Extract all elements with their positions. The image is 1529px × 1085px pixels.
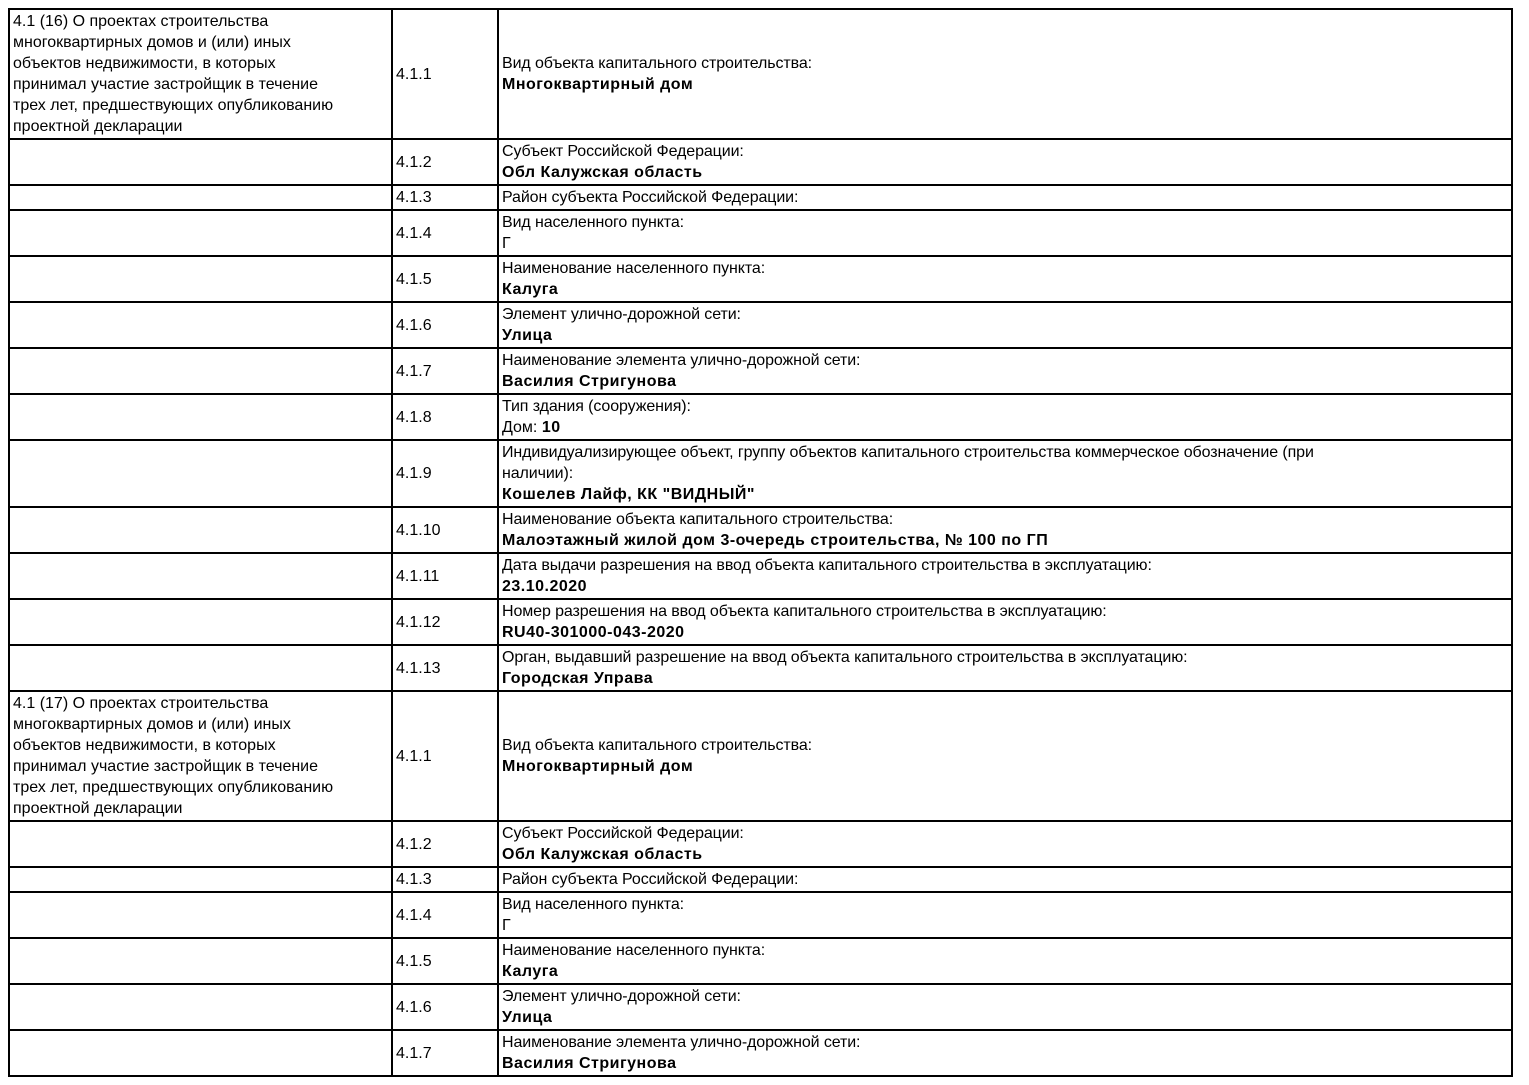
field-label: Наименование населенного пункта:: [502, 260, 766, 277]
item-number: 4.1.11: [392, 553, 498, 599]
field-value: Малоэтажный жилой дом 3-очередь строительства, № 100 по ГП: [502, 532, 1049, 549]
field-value-plain: Г: [502, 917, 511, 934]
field-label: Тип здания (сооружения):: [502, 398, 691, 415]
item-number: 4.1.7: [392, 348, 498, 394]
field-value-line: [502, 622, 1508, 643]
table-row: [9, 302, 1512, 348]
row-description-cell: [9, 867, 392, 892]
table-row: [9, 867, 1512, 892]
section-description: 4.1 (17) О проектах строительства многоквартирных домов и (или) иных объектов недвижимости, в которых принимал участие застройщик в течение трех лет, предшествующих опубликованию проектной декларации: [13, 695, 334, 817]
row-description-cell: [9, 599, 392, 645]
field-value: Калуга: [502, 963, 559, 980]
table-row: [9, 139, 1512, 185]
field-label: Наименование элемента улично-дорожной сети:: [502, 352, 861, 369]
row-content-cell: [498, 507, 1512, 553]
table-row: [9, 553, 1512, 599]
item-number: 4.1.5: [392, 256, 498, 302]
field-value-line: [502, 576, 1508, 597]
field-label: Элемент улично-дорожной сети:: [502, 306, 741, 323]
field-value-line: [502, 530, 1508, 551]
row-content-cell: [498, 139, 1512, 185]
table-row: [9, 821, 1512, 867]
field-label: Вид населенного пункта:: [502, 214, 684, 231]
field-value-line: [502, 74, 1508, 95]
field-label: Индивидуализирующее объект, группу объектов капитального строительства коммерческое обозначение (при наличии):: [502, 444, 1314, 482]
item-number: 4.1.9: [392, 440, 498, 507]
row-content-cell: [498, 984, 1512, 1030]
field-value: Многоквартирный дом: [502, 758, 694, 775]
table-row: [9, 348, 1512, 394]
row-description-cell: [9, 394, 392, 440]
row-content-cell: [498, 348, 1512, 394]
field-label: Район субъекта Российской Федерации:: [502, 189, 799, 206]
row-description-cell: [9, 302, 392, 348]
item-number: 4.1.4: [392, 892, 498, 938]
field-value: Василия Стригунова: [502, 373, 677, 390]
field-value: RU40-301000-043-2020: [502, 624, 685, 641]
field-label: Наименование элемента улично-дорожной сети:: [502, 1034, 861, 1051]
row-description-cell: [9, 892, 392, 938]
row-description-cell: [9, 440, 392, 507]
row-content-cell: [498, 821, 1512, 867]
field-value-line: [502, 233, 1508, 254]
item-number: 4.1.2: [392, 821, 498, 867]
item-number: 4.1.3: [392, 867, 498, 892]
field-label: Вид объекта капитального строительства:: [502, 55, 812, 72]
table-row: [9, 645, 1512, 691]
row-content-cell: [498, 302, 1512, 348]
row-description-cell: [9, 938, 392, 984]
field-value-line: [502, 484, 1508, 505]
table-row: [9, 938, 1512, 984]
field-value-line: [502, 371, 1508, 392]
row-description-cell: [9, 185, 392, 210]
item-number: 4.1.8: [392, 394, 498, 440]
row-content-cell: [498, 938, 1512, 984]
field-value-line: [502, 961, 1508, 982]
field-value-line: [502, 1053, 1508, 1074]
row-description-cell: [9, 210, 392, 256]
table-row: [9, 892, 1512, 938]
field-value-line: [502, 915, 1508, 936]
item-number: 4.1.12: [392, 599, 498, 645]
item-number: 4.1.10: [392, 507, 498, 553]
field-value-line: [502, 279, 1508, 300]
row-description-cell: [9, 256, 392, 302]
field-value-line: [502, 325, 1508, 346]
field-label: Вид населенного пункта:: [502, 896, 684, 913]
field-value-plain: Дом:: [502, 419, 542, 436]
row-description-cell: [9, 9, 392, 139]
field-label: Субъект Российской Федерации:: [502, 825, 744, 842]
item-number: 4.1.5: [392, 938, 498, 984]
table-row: [9, 691, 1512, 821]
field-label: Субъект Российской Федерации:: [502, 143, 744, 160]
row-description-cell: [9, 691, 392, 821]
field-value: Улица: [502, 327, 553, 344]
field-value-line: [502, 417, 1508, 438]
row-content-cell: [498, 9, 1512, 139]
field-value-line: [502, 756, 1508, 777]
field-value: Многоквартирный дом: [502, 76, 694, 93]
field-value: Обл Калужская область: [502, 164, 703, 181]
row-content-cell: [498, 892, 1512, 938]
field-label: Район субъекта Российской Федерации:: [502, 871, 799, 888]
item-number: 4.1.4: [392, 210, 498, 256]
field-label: Орган, выдавший разрешение на ввод объекта капитального строительства в эксплуатацию:: [502, 649, 1188, 666]
table-row: [9, 440, 1512, 507]
field-label: Дата выдачи разрешения на ввод объекта капитального строительства в эксплуатацию:: [502, 557, 1152, 574]
table-row: [9, 256, 1512, 302]
field-label: Номер разрешения на ввод объекта капитального строительства в эксплуатацию:: [502, 603, 1107, 620]
row-content-cell: [498, 210, 1512, 256]
field-value-line: [502, 844, 1508, 865]
row-content-cell: [498, 867, 1512, 892]
item-number: 4.1.1: [392, 9, 498, 139]
field-label: Вид объекта капитального строительства:: [502, 737, 812, 754]
field-label: Наименование объекта капитального строительства:: [502, 511, 894, 528]
row-content-cell: [498, 691, 1512, 821]
declaration-table-body: [9, 9, 1512, 1076]
row-content-cell: [498, 553, 1512, 599]
field-value: Василия Стригунова: [502, 1055, 677, 1072]
section-description: 4.1 (16) О проектах строительства многоквартирных домов и (или) иных объектов недвижимости, в которых принимал участие застройщик в течение трех лет, предшествующих опубликованию проектной декларации: [13, 13, 334, 135]
item-number: 4.1.7: [392, 1030, 498, 1076]
field-value: Улица: [502, 1009, 553, 1026]
field-value-line: [502, 162, 1508, 183]
item-number: 4.1.1: [392, 691, 498, 821]
table-row: [9, 1030, 1512, 1076]
table-row: [9, 185, 1512, 210]
field-label: Наименование населенного пункта:: [502, 942, 766, 959]
row-description-cell: [9, 645, 392, 691]
row-content-cell: [498, 185, 1512, 210]
table-row: [9, 9, 1512, 139]
field-value: Обл Калужская область: [502, 846, 703, 863]
row-content-cell: [498, 1030, 1512, 1076]
row-description-cell: [9, 553, 392, 599]
row-content-cell: [498, 599, 1512, 645]
field-value-line: [502, 1007, 1508, 1028]
field-value: Городская Управа: [502, 670, 654, 687]
row-description-cell: [9, 348, 392, 394]
item-number: 4.1.13: [392, 645, 498, 691]
table-row: [9, 984, 1512, 1030]
row-content-cell: [498, 256, 1512, 302]
item-number: 4.1.3: [392, 185, 498, 210]
field-value-line: [502, 668, 1508, 689]
field-value-plain: Г: [502, 235, 511, 252]
item-number: 4.1.6: [392, 302, 498, 348]
row-content-cell: [498, 394, 1512, 440]
item-number: 4.1.6: [392, 984, 498, 1030]
table-row: [9, 599, 1512, 645]
table-row: [9, 507, 1512, 553]
field-value: 10: [541, 419, 561, 436]
declaration-table: [8, 8, 1513, 1077]
row-content-cell: [498, 440, 1512, 507]
table-row: [9, 210, 1512, 256]
row-description-cell: [9, 821, 392, 867]
row-description-cell: [9, 1030, 392, 1076]
row-content-cell: [498, 645, 1512, 691]
row-description-cell: [9, 984, 392, 1030]
field-value: 23.10.2020: [502, 578, 588, 595]
row-description-cell: [9, 139, 392, 185]
row-description-cell: [9, 507, 392, 553]
field-value: Калуга: [502, 281, 559, 298]
field-label: Элемент улично-дорожной сети:: [502, 988, 741, 1005]
field-value: Кошелев Лайф, КК "ВИДНЫЙ": [502, 486, 755, 503]
table-row: [9, 394, 1512, 440]
item-number: 4.1.2: [392, 139, 498, 185]
